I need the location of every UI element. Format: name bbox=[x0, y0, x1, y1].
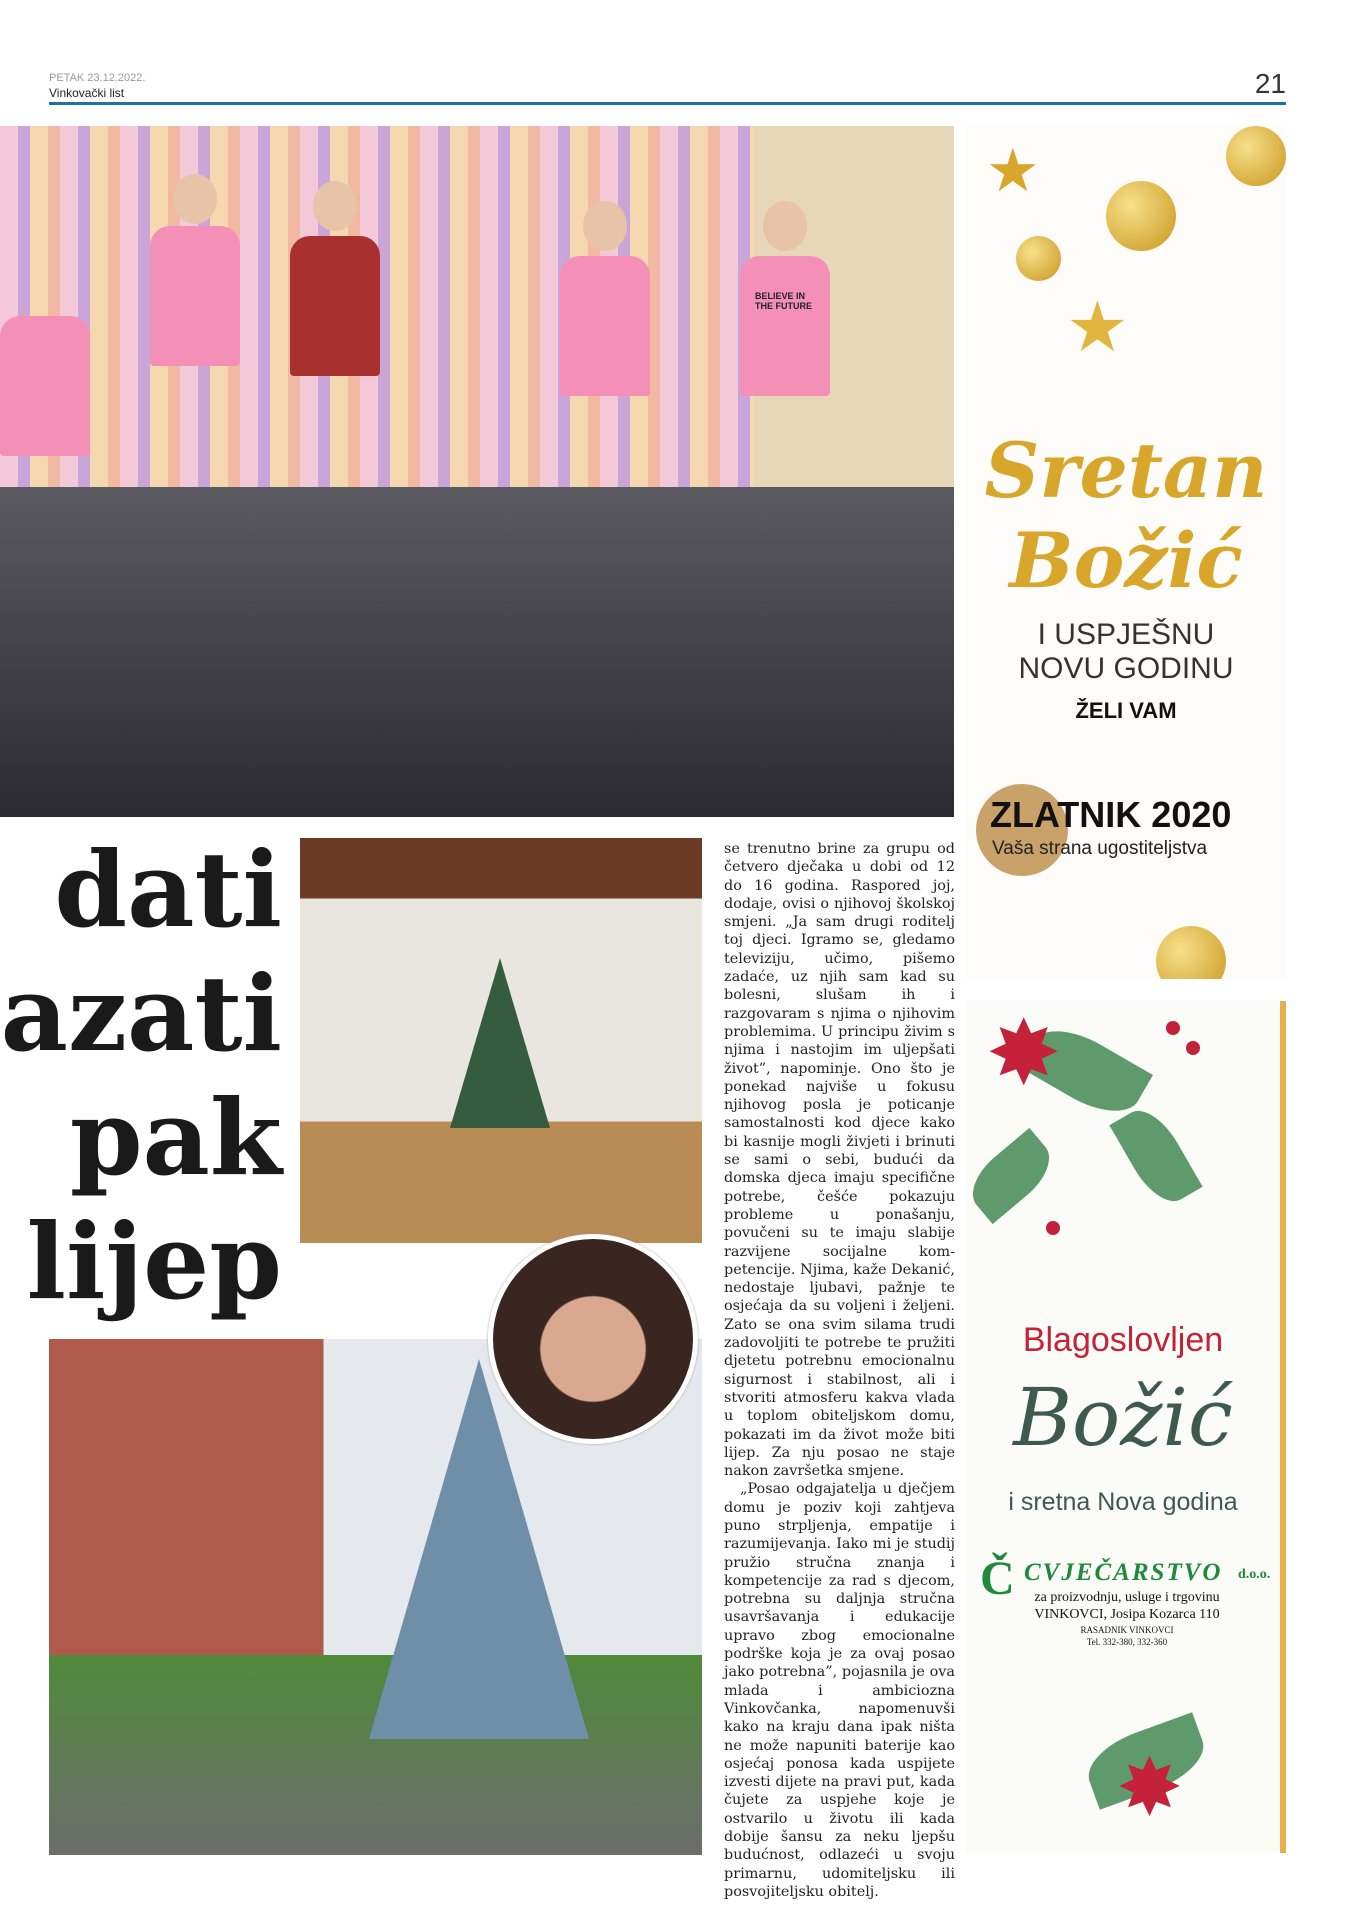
ad-line-2: Božić bbox=[1013, 1371, 1233, 1464]
headline bbox=[0, 828, 290, 1324]
shirt-text: BELIEVE IN THE FUTURE bbox=[755, 291, 812, 311]
brand-branch: RASADNIK VINKOVCI bbox=[1080, 1625, 1174, 1635]
page-number: 21 bbox=[1254, 68, 1286, 99]
ad-zlatnik bbox=[966, 126, 1286, 979]
ad-line-3: i sretna Nova godina bbox=[1008, 1488, 1238, 1516]
article-paragraph: se trenutno brine za grupu od četvero dječaka u dobi od 12 do 16 godina. Raspored joj, dodaje, ovisi o njihovoj školskoj smjeni. „Ja sam drugi roditelj toj djeci. Igramo se, gledamo televiziju, učimo, pišemo zadaće, uz njih sam kad su bolesni, slušam ih i razgovaram s njima o njihovim problemima. U principu živim s njima i nastojim im uljepšati život”, napominje. Ono što je ponekad najviše u fokusu njihovog posla je poticanje samostalnosti kod djece kako bi kasnije mogli živjeti i brinuti se sami o sebi, budući da domska djeca imaju specifične potrebe, češće pokazuju probleme u ponašanju, povučeni su te imaju slabije razvijene socijalne kompetencije. Njima, kaže Dekanić, nedostaje ljubavi, pažnje te osjećaja da su voljeni i željeni. Zato se ona svim silama trudi zadovoljiti te potrebe te pružiti djetetu potrebnu emocionalnu sigurnost i stabilnost, ali i stvoriti atmosferu kakva vlada u toplom obiteljskom domu, pokazati im da život može biti lijep. Za nju posao ne staje nakon završetka smjene. bbox=[724, 841, 955, 1480]
ad-title-line: Božić bbox=[1009, 516, 1243, 605]
ad-line-1: Blagoslovljen bbox=[1022, 1321, 1224, 1359]
ornament-icon bbox=[1156, 926, 1226, 979]
headline-line: lijep bbox=[26, 1200, 282, 1323]
brand-name: CVJEČARSTVO bbox=[1024, 1559, 1223, 1586]
brand-suffix: d.o.o. bbox=[1238, 1567, 1271, 1582]
brand-description: za proizvodnju, usluge i trgovinu bbox=[1034, 1590, 1220, 1605]
headline-line: dati bbox=[54, 828, 282, 951]
article-paragraph: „Posao odgajatelja u dječjem domu je poziv koji zahtjeva puno strpljenja, empatije i razumijevanja. Iako mi je studij pružio stručna znanja i kompetencije za rad s djecom, potrebna su daljnja stručna usavršavanja i edukacije upravo zbog emocionalne podrške koja je za ovaj posao jako potrebna”, pojasnila je ova mlada i ambiciozna Vinkovčanka, napomenuvši kako na kraju dana ipak ništa ne može napuniti baterije kao osjećaj ponosa kada uspijete izvesti dijete na pravi put, kada čujete za uspjehe koje je ostvarilo u životu ili kada dobije šansu za neku ljepšu budućnost, odlazeći u svoju primarnu, udomiteljsku ili posvojiteljsku obitelj. bbox=[724, 1481, 955, 1900]
ornament-icon bbox=[1016, 236, 1061, 281]
photo-children-performing bbox=[0, 126, 954, 817]
star-icon: ★ bbox=[1066, 288, 1129, 366]
star-icon: ★ bbox=[986, 137, 1040, 204]
ornament-icon bbox=[1226, 126, 1286, 186]
brand-phone: Tel. 332-380, 332-360 bbox=[1086, 1637, 1168, 1647]
header-rule bbox=[49, 102, 1286, 105]
brand-tagline: Vaša strana ugostiteljstva bbox=[992, 838, 1208, 859]
poinsettia-icon: ✸ bbox=[986, 1004, 1062, 1104]
ad-cvjecarstvo bbox=[966, 1001, 1286, 1853]
ad-subtitle-line: I USPJEŠNU bbox=[1037, 618, 1215, 651]
ad-subtitle bbox=[966, 618, 1286, 686]
newspaper-name: Vinkovački list bbox=[49, 86, 125, 100]
ad-subtitle-line: NOVU GODINU bbox=[1018, 652, 1234, 685]
portrait-photo bbox=[488, 1234, 698, 1444]
issue-date: PETAK 23.12.2022. bbox=[49, 72, 146, 84]
ornament-icon bbox=[1106, 181, 1176, 251]
photo-gym-christmas-tree bbox=[300, 838, 702, 1243]
brand-name: ZLATNIK 2020 bbox=[990, 794, 1232, 835]
poinsettia-icon: ✸ bbox=[1116, 1743, 1184, 1832]
ad-wish: ŽELI VAM bbox=[1075, 698, 1177, 723]
headline-line: pak bbox=[69, 1076, 282, 1199]
brand-address: VINKOVCI, Josipa Kozarca 110 bbox=[1034, 1607, 1220, 1622]
ad-title bbox=[966, 426, 1286, 606]
logo-icon: Č bbox=[980, 1552, 1015, 1605]
headline-line: azati bbox=[0, 952, 282, 1075]
article-body bbox=[724, 840, 955, 1901]
ad-title-line: Sretan bbox=[984, 426, 1268, 515]
